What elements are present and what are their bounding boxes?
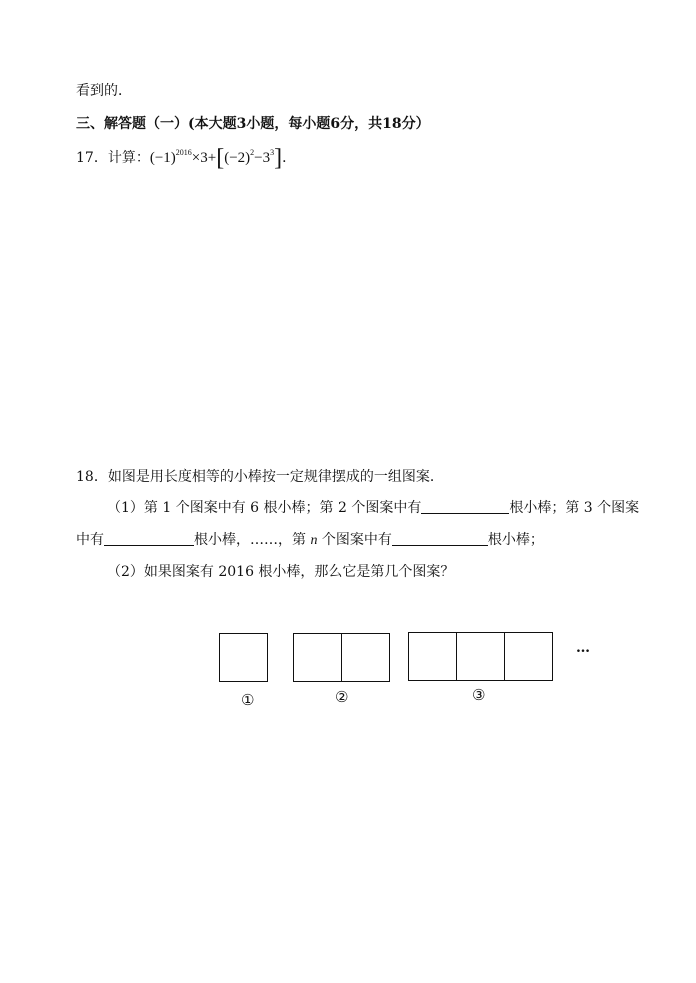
text-segment: 根小棒，……，第 [194, 532, 306, 548]
pattern-divider [341, 634, 342, 681]
text-segment: 根小棒；第 3 个图案 [509, 500, 640, 516]
text-segment: 根小棒； [487, 532, 544, 548]
question-18-stem [76, 467, 444, 487]
pattern-label-2: ② [335, 688, 349, 706]
question-label: 计算： [107, 150, 150, 166]
question-18-part2: （2）如果图案有 2016 根小棒，那么它是第几个图案？ [107, 564, 455, 580]
bracket-close: ] [274, 145, 283, 171]
text-segment: 中有 [76, 532, 104, 548]
answer-blank-2[interactable] [104, 531, 194, 546]
question-18-part1-line1 [107, 498, 639, 518]
expr-part: (−2) [224, 150, 251, 166]
variable-n: n [310, 533, 318, 548]
question-18-part1-line2 [76, 530, 544, 551]
bracket-open: [ [216, 145, 225, 171]
question-17 [76, 145, 297, 171]
pattern-1 [219, 633, 268, 682]
pattern-ellipsis: … [576, 640, 591, 656]
answer-blank-3[interactable] [392, 531, 488, 546]
question-number: 17． [76, 150, 108, 166]
text-segment: 个图案中有 [321, 532, 392, 548]
pattern-label-1: ① [241, 691, 255, 709]
exponent: 3 [270, 148, 275, 157]
expr-part: ×3+ [191, 150, 217, 166]
exponent: 2 [250, 148, 255, 157]
question-end: ． [282, 150, 297, 166]
expr-part: −3 [254, 150, 271, 166]
pattern-divider [504, 633, 505, 680]
question-number: 18． [76, 469, 108, 485]
section-heading: 三、解答题（一）(本大题3小题，每小题6分，共18分） [76, 116, 430, 132]
pattern-3 [408, 632, 553, 681]
pattern-2 [293, 633, 390, 682]
pattern-divider [456, 633, 457, 680]
intro-line: 看到的． [76, 83, 132, 99]
question-stem: 如图是用长度相等的小棒按一定规律摆成的一组图案． [107, 469, 444, 485]
pattern-label-3: ③ [472, 686, 486, 704]
text-segment: （1）第 1 个图案中有 6 根小棒；第 2 个图案中有 [107, 500, 422, 516]
exponent: 2016 [175, 148, 192, 157]
expr-part: (−1) [149, 150, 176, 166]
math-expression [149, 145, 283, 171]
answer-blank-1[interactable] [421, 499, 509, 514]
